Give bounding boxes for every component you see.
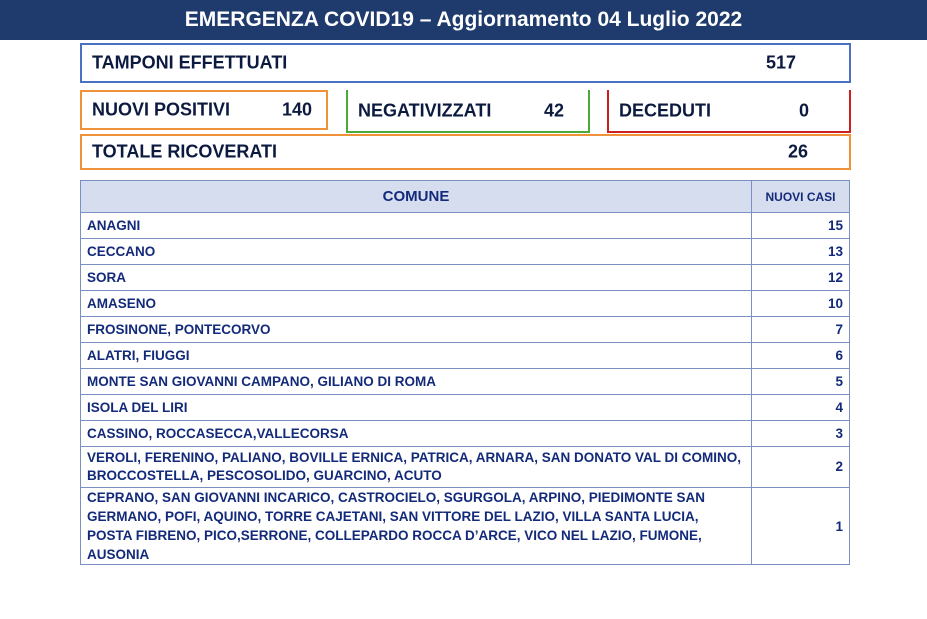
casi-cell: 15 — [752, 213, 850, 239]
table-header-row — [81, 181, 850, 213]
title-banner — [0, 0, 927, 40]
casi-cell: 10 — [752, 291, 850, 317]
casi-cell: 5 — [752, 369, 850, 395]
header-comune: COMUNE — [81, 181, 752, 213]
cases-table — [80, 180, 850, 565]
comune-cell: ALATRI, FIUGGI — [81, 343, 752, 369]
ricoverati-box — [80, 134, 851, 170]
positivi-value: 140 — [281, 99, 312, 120]
positivi-label: NUOVI POSITIVI — [92, 99, 231, 120]
casi-cell: 13 — [752, 239, 850, 265]
table-row — [81, 447, 850, 488]
comune-cell: ANAGNI — [81, 213, 752, 239]
tamponi-label: TAMPONI EFFETTUATI — [92, 52, 288, 73]
table-row — [81, 395, 850, 421]
table-row — [81, 291, 850, 317]
table-row — [81, 213, 850, 239]
comune-cell: AMASENO — [81, 291, 752, 317]
table-row — [81, 488, 850, 565]
negativizzati-box — [346, 90, 590, 133]
comune-cell: CEPRANO, SAN GIOVANNI INCARICO, CASTROCIELO, SGURGOLA, ARPINO, PIEDIMONTE SAN GERMANO, POFI, AQUINO, TORRE CAJETANI, SAN VITTORE DEL LAZIO, VILLA SANTA LUCIA, POSTA FIBRENO, PICO,SERRONE, COLLEPARDO ROCCA D’ARCE, VICO NEL LAZIO, FUMONE, AUSONIA — [81, 488, 752, 565]
casi-cell: 3 — [752, 421, 850, 447]
table-row — [81, 421, 850, 447]
deceduti-label: DECEDUTI — [619, 100, 712, 120]
comune-cell: ISOLA DEL LIRI — [81, 395, 752, 421]
tamponi-value: 517 — [766, 52, 797, 73]
casi-cell: 6 — [752, 343, 850, 369]
casi-cell: 12 — [752, 265, 850, 291]
table-row — [81, 265, 850, 291]
tamponi-box — [80, 43, 851, 83]
page-title: EMERGENZA COVID19 – Aggiornamento 04 Luglio 2022 — [184, 8, 743, 31]
comune-cell: SORA — [81, 265, 752, 291]
ricoverati-label: TOTALE RICOVERATI — [92, 141, 278, 162]
header-nuovi-casi: NUOVI CASI — [752, 181, 850, 213]
ricoverati-value: 26 — [788, 141, 809, 162]
casi-cell: 7 — [752, 317, 850, 343]
deceduti-value: 0 — [798, 100, 809, 120]
comune-cell: MONTE SAN GIOVANNI CAMPANO, GILIANO DI ROMA — [81, 369, 752, 395]
comune-cell: FROSINONE, PONTECORVO — [81, 317, 752, 343]
negativizzati-label: NEGATIVIZZATI — [358, 100, 492, 120]
casi-cell: 1 — [752, 488, 850, 565]
table-row — [81, 239, 850, 265]
comune-cell: VEROLI, FERENINO, PALIANO, BOVILLE ERNICA, PATRICA, ARNARA, SAN DONATO VAL DI COMINO, BROCCOSTELLA, PESCOSOLIDO, GUARCINO, ACUTO — [81, 447, 752, 488]
table-row — [81, 369, 850, 395]
table-row — [81, 343, 850, 369]
comune-cell: CASSINO, ROCCASECCA,VALLECORSA — [81, 421, 752, 447]
table-row — [81, 317, 850, 343]
negativizzati-value: 42 — [543, 100, 564, 120]
deceduti-box — [607, 90, 851, 133]
positivi-box — [80, 90, 328, 130]
comune-cell: CECCANO — [81, 239, 752, 265]
casi-cell: 2 — [752, 447, 850, 488]
casi-cell: 4 — [752, 395, 850, 421]
